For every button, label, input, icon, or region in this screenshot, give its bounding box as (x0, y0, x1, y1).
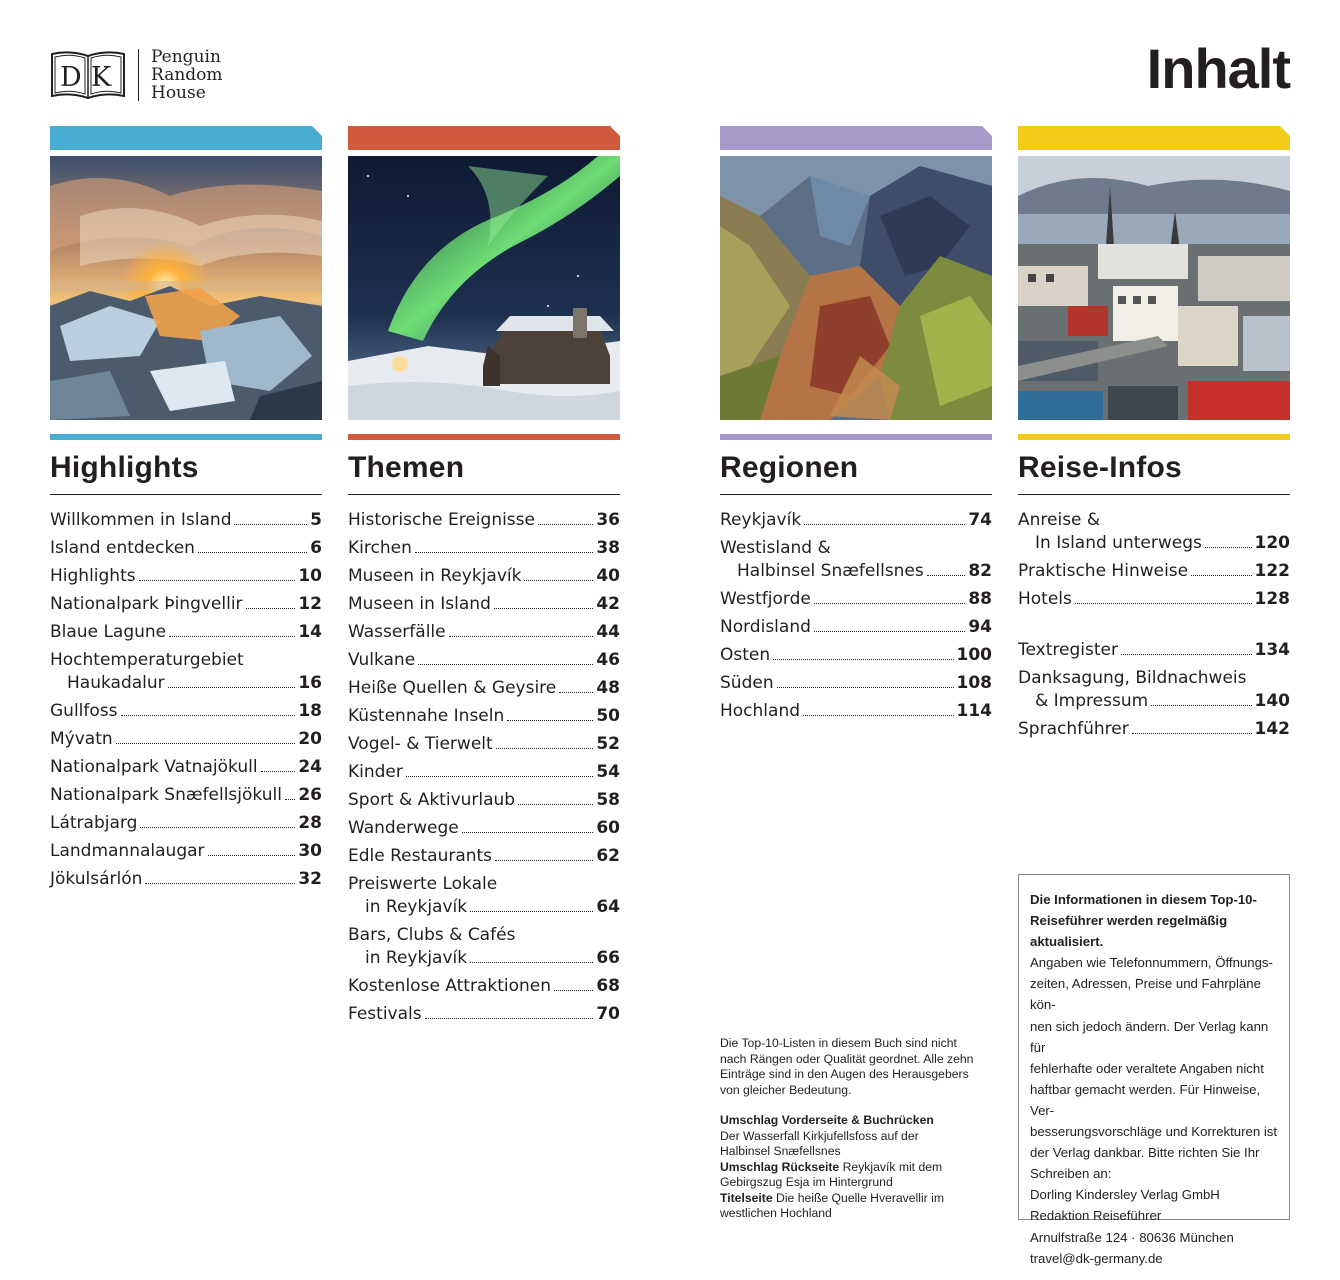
section-highlights (50, 126, 322, 896)
toc-entry[interactable] (348, 924, 620, 970)
dot-leader (495, 860, 593, 861)
toc-entry[interactable] (720, 644, 992, 667)
toc-entry-label-first-line: Bars, Clubs & Cafés (348, 925, 516, 945)
toc-list (720, 509, 992, 723)
section-regionen (720, 126, 992, 728)
toc-entry-label: Wanderwege (348, 818, 459, 838)
section-title: Regionen (720, 451, 859, 484)
dot-leader (773, 659, 953, 660)
toc-entry[interactable] (50, 565, 322, 588)
toc-entry[interactable] (1018, 667, 1290, 713)
toc-entry-label: In Island unterwegs (1035, 533, 1202, 553)
toc-list (50, 509, 322, 891)
toc-entry[interactable] (720, 588, 992, 611)
toc-page-number: 12 (298, 594, 322, 614)
publisher-line: Random (151, 65, 223, 85)
toc-page-number: 68 (596, 976, 620, 996)
section-rule (1018, 434, 1290, 440)
dot-leader (494, 608, 593, 609)
publisher-line: House (151, 83, 206, 103)
toc-entry-label: Reykjavík (720, 510, 802, 530)
toc-page-number: 42 (596, 594, 620, 614)
photo-glacier-lagoon (50, 156, 322, 420)
credit-text: Reykjavík mit dem (842, 1159, 943, 1174)
toc-entry-label: Haukadalur (67, 673, 165, 693)
toc-entry[interactable] (720, 672, 992, 695)
toc-page-number: 64 (596, 897, 620, 917)
credit-heading: Umschlag Vorderseite & Buchrücken (720, 1113, 934, 1127)
divider (1018, 494, 1290, 495)
toc-page-number: 14 (298, 622, 322, 642)
toc-entry[interactable] (50, 649, 322, 695)
dot-leader (406, 776, 593, 777)
toc-page-number: 38 (596, 538, 620, 558)
toc-page-number: 32 (298, 869, 322, 889)
dot-leader (559, 692, 593, 693)
section-title: Reise-Infos (1018, 451, 1182, 484)
info-box-line: haftbar gemacht werden. Für Hinweise, Ver- (1030, 1081, 1261, 1118)
info-box-heading-line: aktualisiert. (1030, 934, 1104, 950)
dot-leader (425, 1018, 594, 1019)
publisher-logo (50, 48, 223, 102)
toc-page-number: 142 (1254, 719, 1290, 739)
photo-colorful-mountains (720, 156, 992, 420)
toc-entry[interactable] (348, 1003, 620, 1026)
toc-page-number: 58 (596, 790, 620, 810)
toc-entry[interactable] (348, 705, 620, 728)
toc-entry-label: Halbinsel Snæfellsnes (737, 561, 924, 581)
toc-page-number: 28 (298, 813, 322, 833)
toc-entry[interactable] (348, 761, 620, 784)
toc-entry-label: Festivals (348, 1004, 422, 1024)
toc-page-number: 44 (596, 622, 620, 642)
info-box-line: besserungsvorschläge und Korrekturen ist (1030, 1124, 1278, 1140)
toc-entry[interactable] (348, 975, 620, 998)
toc-entry[interactable] (50, 509, 322, 532)
section-rule (348, 434, 620, 440)
credit-text: Die heiße Quelle Hveravellir im (776, 1190, 944, 1205)
toc-entry-label: Küstennahe Inseln (348, 706, 505, 726)
toc-entry-label: in Reykjavík (365, 948, 468, 968)
credit-heading: Umschlag Rückseite (720, 1159, 840, 1174)
publisher-name (151, 48, 223, 102)
toc-entry[interactable] (348, 677, 620, 700)
toc-entry-label: Hotels (1018, 589, 1072, 609)
dot-leader (1191, 575, 1251, 576)
dot-leader (462, 832, 594, 833)
dot-leader (285, 799, 295, 800)
dot-leader (139, 580, 296, 581)
toc-entry-label-first-line: Anreise & (1018, 510, 1101, 530)
dot-leader (803, 715, 953, 716)
svg-text:K: K (91, 62, 112, 93)
toc-entry-label: Westfjorde (720, 589, 811, 609)
dot-leader (234, 524, 307, 525)
info-box-line: Angaben wie Telefonnummern, Öffnungs- (1030, 955, 1273, 971)
toc-entry-label: Sprachführer (1018, 719, 1129, 739)
toc-entry-label: Nordisland (720, 617, 811, 637)
toc-entry[interactable] (348, 565, 620, 588)
toc-entry[interactable] (50, 840, 322, 863)
dot-leader (418, 664, 593, 665)
credit-text: Gebirgszug Esja im Hintergrund (720, 1175, 893, 1189)
section-color-tab (1018, 126, 1290, 150)
toc-entry[interactable] (50, 621, 322, 644)
toc-entry-label-first-line: Hochtemperaturgebiet (50, 650, 244, 670)
toc-entry-label: Museen in Reykjavík (348, 566, 522, 586)
logo-divider (138, 49, 139, 101)
toc-entry-label: in Reykjavík (365, 897, 468, 917)
toc-page-number: 16 (298, 673, 322, 693)
toc-entry[interactable] (348, 593, 620, 616)
dot-leader (168, 687, 296, 688)
dot-leader (814, 603, 965, 604)
toc-entry-label: Kostenlose Attraktionen (348, 976, 552, 996)
toc-page-number: 52 (596, 734, 620, 754)
credit-text: westlichen Hochland (720, 1206, 832, 1220)
toc-page-number: 50 (596, 706, 620, 726)
dot-leader (1132, 733, 1252, 734)
toc-entry-label: Süden (720, 673, 774, 693)
toc-page-number: 88 (968, 589, 992, 609)
toc-list (348, 509, 620, 1026)
dot-leader (449, 636, 594, 637)
info-box-email[interactable]: travel@dk-germany.de (1030, 1250, 1163, 1266)
credit-text: Der Wasserfall Kirkjufellsfoss auf der (720, 1128, 919, 1143)
dot-leader (804, 524, 965, 525)
toc-entry-label: Látrabjarg (50, 813, 138, 833)
toc-entry[interactable] (50, 537, 322, 560)
toc-entry[interactable] (348, 733, 620, 756)
section-reise-infos (1018, 126, 1290, 746)
toc-page-number: 100 (956, 645, 992, 665)
toc-entry-label: Mývatn (50, 729, 113, 749)
top10-note (720, 1036, 982, 1222)
toc-page-number: 26 (298, 785, 322, 805)
info-box-line: Dorling Kindersley Verlag GmbH (1030, 1187, 1220, 1203)
dot-leader (814, 631, 965, 632)
dot-leader (470, 962, 593, 963)
note-line: von gleicher Bedeutung. (720, 1082, 852, 1097)
toc-entry-label: Osten (720, 645, 771, 665)
info-box-line: zeiten, Adressen, Preise und Fahrpläne kön- (1030, 976, 1261, 1013)
toc-entry-label: Jökulsárlón (50, 869, 143, 889)
dk-book-logo-icon (50, 48, 126, 102)
dot-leader (524, 580, 593, 581)
dot-leader (1205, 547, 1252, 548)
toc-entry-label: Vogel- & Tierwelt (348, 734, 493, 754)
toc-page-number: 108 (956, 673, 992, 693)
toc-entry[interactable] (348, 873, 620, 919)
toc-entry-label: & Impressum (1035, 691, 1149, 711)
dot-leader (208, 855, 296, 856)
toc-entry-label: Blaue Lagune (50, 622, 167, 642)
dot-leader (1121, 654, 1252, 655)
toc-page-number: 140 (1254, 691, 1290, 711)
dot-leader (116, 743, 296, 744)
toc-entry-label: Wasserfälle (348, 622, 446, 642)
toc-page-number: 36 (596, 510, 620, 530)
dot-leader (140, 827, 295, 828)
credit-heading: Titelseite (720, 1190, 773, 1205)
dot-leader (470, 911, 593, 912)
toc-entry-label: Willkommen in Island (50, 510, 232, 530)
dot-leader (1075, 603, 1252, 604)
toc-page-number: 46 (596, 650, 620, 670)
toc-page-number: 94 (968, 617, 992, 637)
toc-entry[interactable] (720, 616, 992, 639)
section-color-tab (348, 126, 620, 150)
toc-entry-label: Edle Restaurants (348, 846, 493, 866)
dot-leader (518, 804, 593, 805)
toc-entry-label: Sport & Aktivurlaub (348, 790, 516, 810)
toc-page-number: 82 (968, 561, 992, 581)
dot-leader (927, 575, 966, 576)
toc-page-number: 60 (596, 818, 620, 838)
toc-entry[interactable] (720, 509, 992, 532)
toc-page-number: 20 (298, 729, 322, 749)
info-box-line: Schreiben an: (1030, 1166, 1112, 1182)
toc-entry-label-first-line: Westisland & (720, 538, 831, 558)
toc-entry[interactable] (348, 537, 620, 560)
toc-page-number: 74 (968, 510, 992, 530)
toc-entry[interactable] (1018, 639, 1290, 662)
toc-page-number: 5 (310, 510, 322, 530)
dot-leader (538, 524, 593, 525)
toc-entry-label: Textregister (1018, 640, 1118, 660)
toc-entry-label: Gullfoss (50, 701, 118, 721)
note-line: nach Rängen oder Qualität geordnet. Alle zehn (720, 1051, 974, 1066)
toc-list (1018, 509, 1290, 611)
toc-entry-label: Praktische Hinweise (1018, 561, 1189, 581)
toc-entry[interactable] (348, 845, 620, 868)
toc-entry[interactable] (720, 700, 992, 723)
toc-entry-label: Heiße Quellen & Geysire (348, 678, 557, 698)
toc-entry[interactable] (720, 537, 992, 583)
toc-list (1018, 639, 1290, 741)
publisher-line: Penguin (151, 47, 221, 67)
toc-entry[interactable] (50, 756, 322, 779)
toc-entry-label: Nationalpark Snæfellsjökull (50, 785, 282, 805)
toc-page-number: 66 (596, 948, 620, 968)
toc-page-number: 24 (298, 757, 322, 777)
photo-northern-lights (348, 156, 620, 420)
section-rule (720, 434, 992, 440)
photo-reykjavik-city (1018, 156, 1290, 420)
toc-page-number: 120 (1254, 533, 1290, 553)
section-rule (50, 434, 322, 440)
toc-entry[interactable] (50, 812, 322, 835)
dot-leader (496, 748, 594, 749)
toc-page-number: 30 (298, 841, 322, 861)
toc-entry-label: Nationalpark Þingvellir (50, 594, 243, 614)
toc-entry[interactable] (348, 621, 620, 644)
toc-entry[interactable] (348, 789, 620, 812)
toc-page-number: 40 (596, 566, 620, 586)
section-title: Highlights (50, 451, 199, 484)
toc-entry[interactable] (1018, 588, 1290, 611)
page-title: Inhalt (1146, 37, 1290, 100)
toc-entry[interactable] (1018, 560, 1290, 583)
toc-entry[interactable] (1018, 509, 1290, 555)
info-box-line: der Verlag dankbar. Bitte richten Sie Ihr (1030, 1145, 1260, 1161)
toc-entry-label: Hochland (720, 701, 801, 721)
info-box-line: Arnulfstraße 124 · 80636 München (1030, 1229, 1234, 1245)
svg-text:D: D (60, 62, 82, 93)
dot-leader (198, 552, 307, 553)
toc-entry-label-first-line: Danksagung, Bildnachweis (1018, 668, 1247, 688)
divider (50, 494, 322, 495)
dot-leader (121, 715, 296, 716)
info-box-line: Redaktion Reiseführer (1030, 1208, 1162, 1224)
toc-page-number: 54 (596, 762, 620, 782)
toc-page-number: 10 (298, 566, 322, 586)
note-line: Einträge sind in den Augen des Herausgebers (720, 1067, 969, 1081)
dot-leader (1151, 705, 1251, 706)
dot-leader (169, 636, 295, 637)
dot-leader (777, 687, 954, 688)
section-color-tab (720, 126, 992, 150)
dot-leader (261, 771, 296, 772)
toc-page-number: 18 (298, 701, 322, 721)
dot-leader (246, 608, 296, 609)
toc-page-number: 62 (596, 846, 620, 866)
toc-entry-label-first-line: Preiswerte Lokale (348, 874, 498, 894)
divider (720, 494, 992, 495)
divider (348, 494, 620, 495)
update-info-box (1018, 874, 1290, 1266)
toc-entry[interactable] (50, 593, 322, 616)
toc-entry[interactable] (1018, 718, 1290, 741)
toc-entry[interactable] (50, 700, 322, 723)
info-box-line: nen sich jedoch ändern. Der Verlag kann für (1030, 1018, 1269, 1055)
toc-page-number: 48 (596, 678, 620, 698)
toc-page-number: 70 (596, 1004, 620, 1024)
dot-leader (145, 883, 295, 884)
info-box-heading-line: Die Informationen in diesem Top-10- (1030, 892, 1257, 907)
section-title: Themen (348, 451, 465, 484)
info-box-heading-line: Reiseführer werden regelmäßig (1030, 913, 1228, 929)
toc-entry-label: Historische Ereignisse (348, 510, 535, 530)
toc-page-number: 134 (1254, 640, 1290, 660)
toc-page-number: 6 (310, 538, 322, 558)
toc-entry[interactable] (50, 784, 322, 807)
toc-entry-label: Museen in Island (348, 594, 491, 614)
toc-page-number: 128 (1254, 589, 1290, 609)
toc-entry[interactable] (348, 509, 620, 532)
toc-entry-label: Landmannalaugar (50, 841, 205, 861)
dot-leader (507, 720, 593, 721)
toc-entry[interactable] (50, 868, 322, 891)
toc-entry-label: Kinder (348, 762, 403, 782)
toc-entry[interactable] (348, 817, 620, 840)
note-line: Die Top-10-Listen in diesem Buch sind nicht (720, 1036, 957, 1050)
toc-page-number: 122 (1254, 561, 1290, 581)
toc-entry[interactable] (348, 649, 620, 672)
toc-entry-label: Highlights (50, 566, 136, 586)
toc-page-number: 114 (956, 701, 992, 721)
dot-leader (415, 552, 593, 553)
toc-entry-label: Vulkane (348, 650, 416, 670)
credit-text: Halbinsel Snæfellsnes (720, 1144, 841, 1158)
section-color-tab (50, 126, 322, 150)
dot-leader (554, 990, 593, 991)
toc-entry-label: Island entdecken (50, 538, 195, 558)
toc-entry[interactable] (50, 728, 322, 751)
toc-entry-label: Kirchen (348, 538, 412, 558)
info-box-line: fehlerhafte oder veraltete Angaben nicht (1030, 1060, 1264, 1076)
toc-entry-label: Nationalpark Vatnajökull (50, 757, 258, 777)
section-themen (348, 126, 620, 1031)
